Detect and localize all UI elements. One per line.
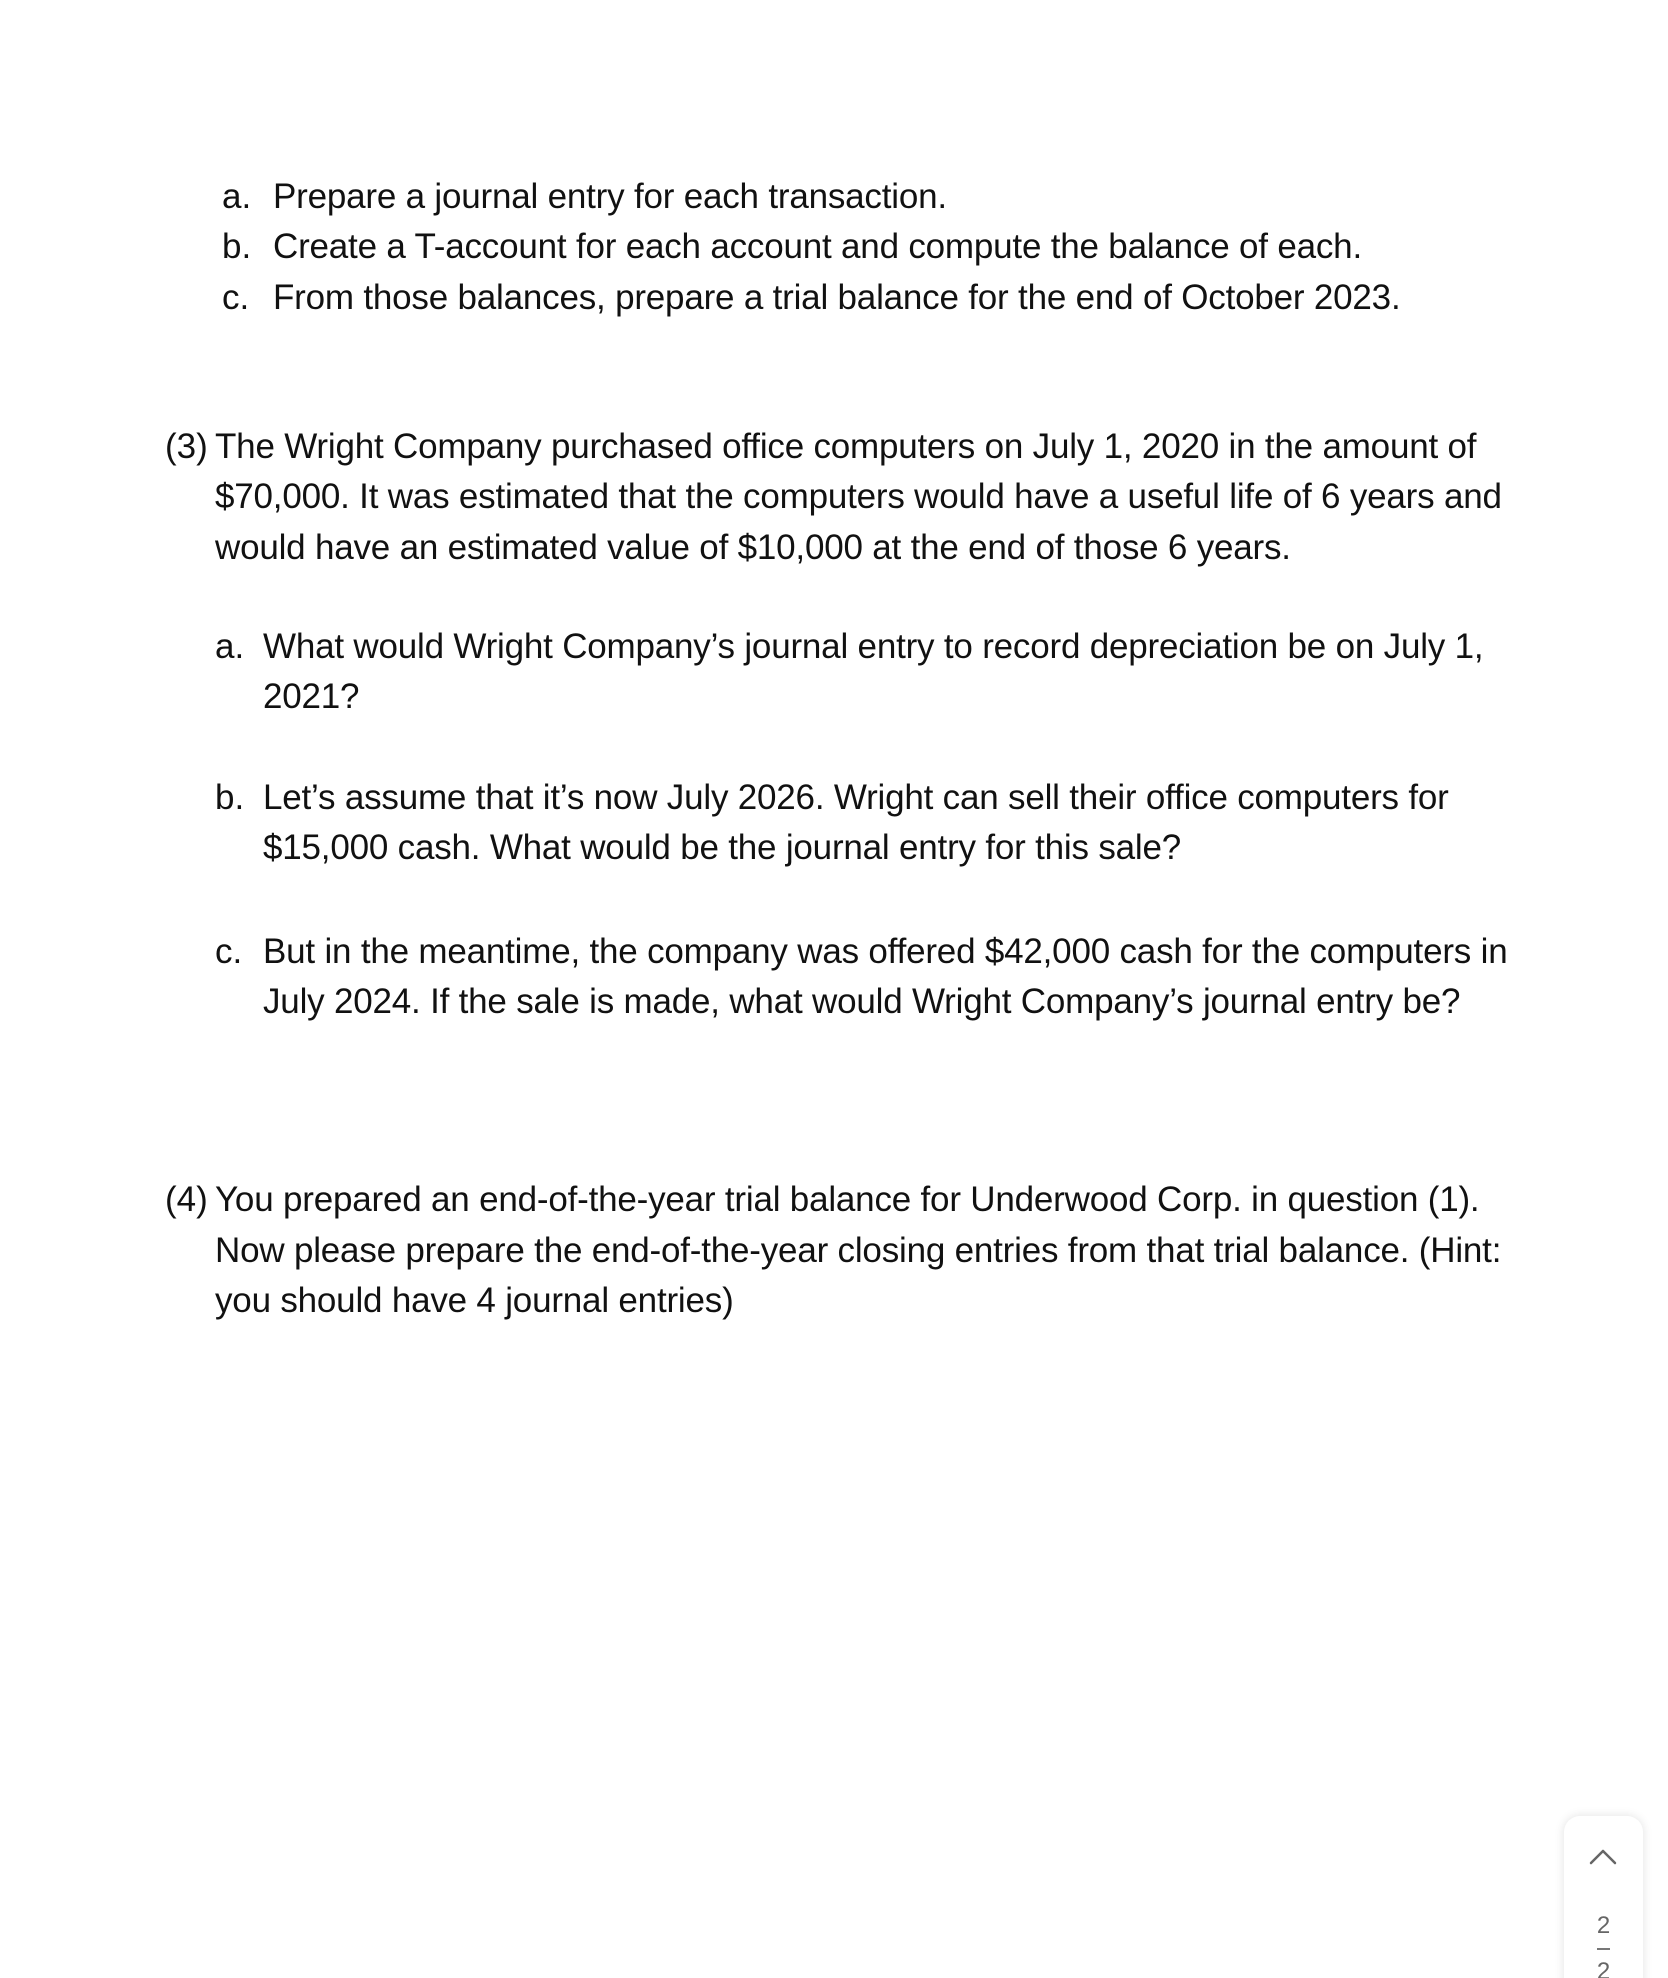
question-number: (3) <box>165 427 208 466</box>
chevron-up-icon[interactable] <box>1588 1846 1618 1866</box>
list-marker: b. <box>215 778 245 817</box>
list-marker: b. <box>222 227 252 266</box>
list-item-text: But in the meantime, the company was offered $42,000 cash for the computers in <box>263 932 1508 971</box>
list-item-text: July 2024. If the sale is made, what would Wright Company’s journal entry be? <box>263 982 1461 1021</box>
list-marker: c. <box>215 932 243 971</box>
list-marker: a. <box>222 177 252 216</box>
list-item-text: Create a T-account for each account and compute the balance of each. <box>273 227 1362 266</box>
question-text-line: you should have 4 journal entries) <box>215 1281 734 1320</box>
question-text-line: The Wright Company purchased office computers on July 1, 2020 in the amount of <box>215 427 1477 466</box>
list-marker: a. <box>215 627 245 666</box>
list-item-text: What would Wright Company’s journal entry to record depreciation be on July 1, <box>263 627 1484 666</box>
question-number: (4) <box>165 1180 208 1219</box>
question-text-line: would have an estimated value of $10,000 at the end of those 6 years. <box>215 528 1291 567</box>
list-marker: c. <box>222 278 250 317</box>
total-pages-number: 2 <box>1596 1958 1611 1978</box>
question-text-line: Now please prepare the end-of-the-year closing entries from that trial balance. (Hint: <box>215 1231 1502 1270</box>
question-text-line: You prepared an end-of-the-year trial balance for Underwood Corp. in question (1). <box>215 1180 1480 1219</box>
list-item-text: Prepare a journal entry for each transaction. <box>273 177 947 216</box>
current-page-number: 2 <box>1596 1912 1611 1939</box>
list-item-text: $15,000 cash. What would be the journal entry for this sale? <box>263 828 1181 867</box>
page-separator <box>1597 1948 1610 1950</box>
list-item-text: Let’s assume that it’s now July 2026. Wright can sell their office computers for <box>263 778 1449 817</box>
question-text-line: $70,000. It was estimated that the computers would have a useful life of 6 years and <box>215 477 1502 516</box>
list-item-text: From those balances, prepare a trial balance for the end of October 2023. <box>273 278 1401 317</box>
page-navigator[interactable] <box>1564 1816 1643 1978</box>
list-item-text: 2021? <box>263 677 360 716</box>
